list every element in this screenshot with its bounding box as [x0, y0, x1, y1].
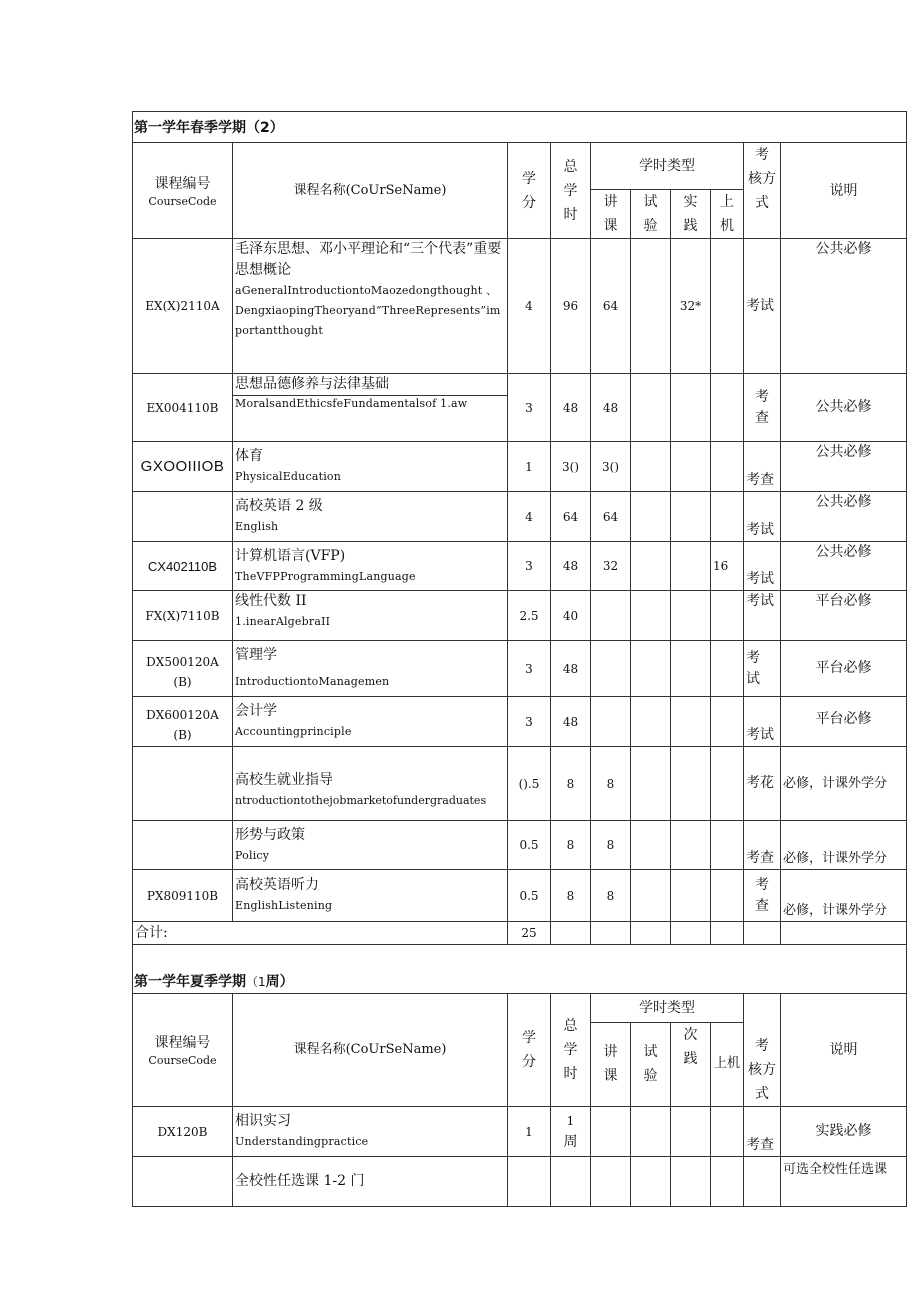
course-code: EX004110B	[133, 374, 233, 442]
computer-hours: 16	[711, 542, 744, 591]
total-hours: 48	[551, 641, 591, 697]
total-hours: 8	[551, 870, 591, 922]
total-hours: 3()	[551, 442, 591, 492]
credit: 3	[508, 374, 551, 442]
header-assessment: 考 核方式	[744, 143, 781, 239]
credit: 1	[508, 1107, 551, 1157]
table-row	[133, 492, 907, 542]
course-note: 公共必修	[781, 442, 907, 492]
header-practice: 次 践	[671, 1022, 711, 1106]
course-code: DX120B	[133, 1107, 233, 1157]
course-note: 平台必修	[781, 697, 907, 747]
table-row	[133, 591, 907, 641]
course-code: CX402110B	[133, 542, 233, 591]
header-course-name: 课程名称(CoUrSeName)	[233, 143, 508, 239]
header-note: 说明	[781, 143, 907, 239]
course-note: 公共必修	[781, 492, 907, 542]
total-hours: 8	[551, 821, 591, 870]
table-row	[133, 697, 907, 747]
total-credit: 25	[508, 922, 551, 945]
summer-title-row	[133, 945, 907, 994]
lecture-hours: 48	[591, 374, 631, 442]
header-experiment: 试 验	[631, 190, 671, 239]
table-row	[133, 641, 907, 697]
total-hours: 48	[551, 374, 591, 442]
header-course-code: 课程编号 CourseCode	[133, 994, 233, 1107]
assessment: 考试	[744, 239, 781, 374]
assessment: 考试	[744, 542, 781, 591]
total-hours: 48	[551, 697, 591, 747]
table-row	[133, 1157, 907, 1207]
spring-title-row	[133, 112, 907, 143]
course-note: 必修，计课外学分	[781, 870, 907, 922]
header-assessment: 考 核方式	[744, 994, 781, 1107]
spring-header-row-1	[133, 143, 907, 190]
assessment: 考查	[744, 821, 781, 870]
credit: 4	[508, 239, 551, 374]
course-code: DX600120A (B)	[133, 697, 233, 747]
header-experiment: 试 验	[631, 1022, 671, 1106]
assessment: 考 查	[744, 374, 781, 442]
header-note: 说明	[781, 994, 907, 1107]
total-label: 合计:	[133, 922, 508, 945]
assessment: 考花	[744, 747, 781, 821]
course-name: 线性代数 II 1.inearAlgebraII	[233, 591, 508, 641]
header-lecture: 讲 课	[591, 190, 631, 239]
course-note: 平台必修	[781, 641, 907, 697]
lecture-hours: 3()	[591, 442, 631, 492]
course-code: GXOOIIIOB	[133, 442, 233, 492]
header-computer: 上机	[711, 1022, 744, 1106]
lecture-hours: 32	[591, 542, 631, 591]
summer-header-row-1	[133, 994, 907, 1023]
course-note: 公共必修	[781, 374, 907, 442]
course-code	[133, 747, 233, 821]
course-name: 高校英语 2 级 English	[233, 492, 508, 542]
course-schedule-sheet	[132, 111, 906, 1207]
total-hours: 64	[551, 492, 591, 542]
credit: 1	[508, 442, 551, 492]
credit: 4	[508, 492, 551, 542]
header-course-name: 课程名称(CoUrSeName)	[233, 994, 508, 1107]
course-note: 必修，计课外学分	[781, 821, 907, 870]
credit: 3	[508, 697, 551, 747]
course-code: EX(X)2110A	[133, 239, 233, 374]
total-hours: 40	[551, 591, 591, 641]
total-hours: 96	[551, 239, 591, 374]
credit: 0.5	[508, 870, 551, 922]
summer-title: 第一学年夏季学期（1周）	[133, 945, 907, 994]
course-note: 公共必修	[781, 542, 907, 591]
course-note: 可选全校性任选课	[781, 1157, 907, 1207]
lecture-hours: 64	[591, 492, 631, 542]
table-row	[133, 821, 907, 870]
header-credit: 学 分	[508, 143, 551, 239]
course-name: 毛泽东思想、邓小平理论和“三个代表”重要思想概论 aGeneralIntroductiontoMaozedongthought 、DengxiaopingTheoryand“ThreeRepresents”importantthought	[233, 239, 508, 374]
header-computer: 上 机	[711, 190, 744, 239]
course-name: 相识实习 Understandingpractice	[233, 1107, 508, 1157]
course-name: 计算机语言(VFP) TheVFPProgrammingLanguage	[233, 542, 508, 591]
table-row	[133, 239, 907, 374]
assessment: 考查	[744, 1107, 781, 1157]
assessment: 考试	[744, 591, 781, 641]
course-code	[133, 821, 233, 870]
course-code	[133, 492, 233, 542]
lecture-hours: 8	[591, 747, 631, 821]
table-row	[133, 374, 907, 442]
total-hours: 48	[551, 542, 591, 591]
header-hour-type: 学时类型	[591, 994, 744, 1023]
lecture-hours: 8	[591, 821, 631, 870]
lecture-hours: 8	[591, 870, 631, 922]
course-code: PX809110B	[133, 870, 233, 922]
assessment: 考试	[744, 492, 781, 542]
course-name: 高校英语听力 EnglishListening	[233, 870, 508, 922]
spring-total-row	[133, 922, 907, 945]
header-credit: 学 分	[508, 994, 551, 1107]
course-code	[133, 1157, 233, 1207]
course-name: 思想品德修养与法律基础 MoralsandEthicsfeFundamentalsof 1.aw	[233, 374, 508, 442]
course-code: DX500120A (B)	[133, 641, 233, 697]
course-table	[132, 111, 907, 1207]
credit: 0.5	[508, 821, 551, 870]
assessment: 考试	[744, 697, 781, 747]
credit: 3	[508, 641, 551, 697]
header-total-hours: 总 学 时	[551, 143, 591, 239]
lecture-hours: 64	[591, 239, 631, 374]
credit: 3	[508, 542, 551, 591]
assessment: 考 试	[744, 641, 781, 697]
total-hours: 8	[551, 747, 591, 821]
header-course-code: 课程编号 CourseCode	[133, 143, 233, 239]
spring-title: 第一学年春季学期（2）	[133, 112, 907, 143]
course-name: 会计学 Accountingprinciple	[233, 697, 508, 747]
course-name: 体育 PhysicalEducation	[233, 442, 508, 492]
total-hours: 1 周	[551, 1107, 591, 1157]
header-total-hours: 总 学 时	[551, 994, 591, 1107]
assessment: 考查	[744, 442, 781, 492]
course-name: 管理学 IntroductiontoManagemen	[233, 641, 508, 697]
course-name: 高校生就业指导 ntroductiontothejobmarketofundergraduates	[233, 747, 508, 821]
assessment: 考 查	[744, 870, 781, 922]
table-row	[133, 1107, 907, 1157]
table-row	[133, 542, 907, 591]
course-note: 平台必修	[781, 591, 907, 641]
course-code: FX(X)7110B	[133, 591, 233, 641]
credit: 2.5	[508, 591, 551, 641]
header-hour-type: 学时类型	[591, 143, 744, 190]
course-name: 全校性任选课 1-2 门	[233, 1157, 508, 1207]
credit: ().5	[508, 747, 551, 821]
course-note: 实践必修	[781, 1107, 907, 1157]
course-note: 公共必修	[781, 239, 907, 374]
header-practice: 实 践	[671, 190, 711, 239]
table-row	[133, 747, 907, 821]
table-row	[133, 442, 907, 492]
table-row	[133, 870, 907, 922]
header-lecture: 讲 课	[591, 1022, 631, 1106]
practice-hours: 32*	[671, 239, 711, 374]
course-name: 形势与政策 Policy	[233, 821, 508, 870]
course-note: 必修，计课外学分	[781, 747, 907, 821]
